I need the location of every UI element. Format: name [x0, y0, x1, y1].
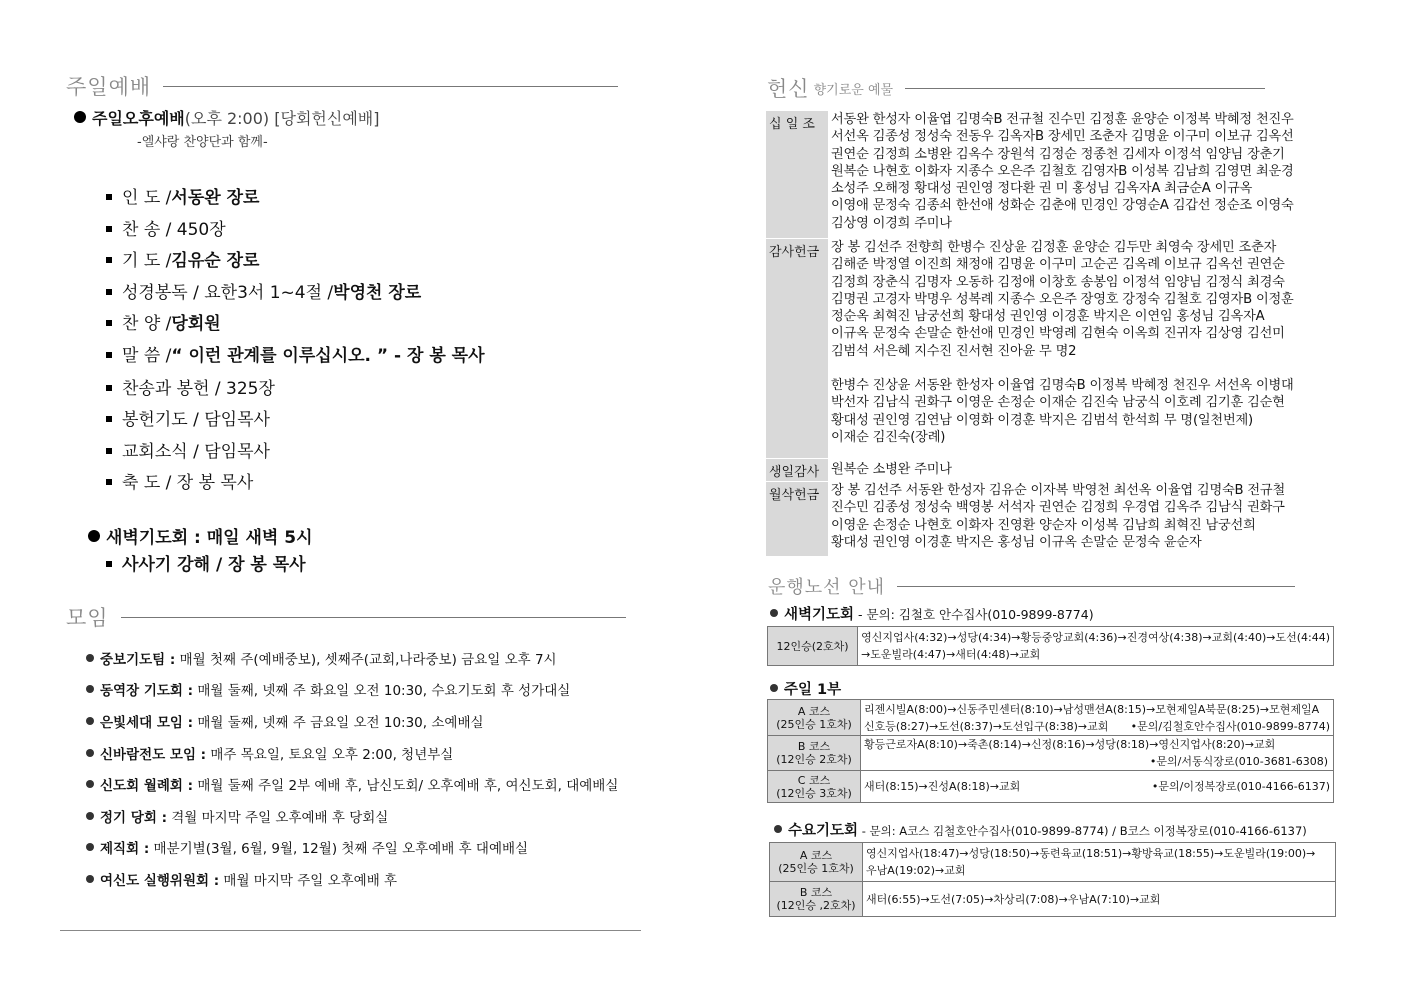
bullet-icon: [770, 684, 778, 692]
course-cell: A 코스 (25인승 1호차): [768, 700, 861, 736]
bus-section-header: [768, 573, 1295, 599]
route-cell: 새터(8:15)→진성A(8:18)→교회 •문의/이정복장로(010-4166-6137): [861, 771, 1334, 803]
bus-sunday-table: [767, 699, 1334, 803]
bus-dawn-heading: 새벽기도회 - 문의: 김철호 안수집사(010-9899-8774): [770, 603, 1094, 624]
dawn-prayer-heading: 새벽기도회 : 매일 새벽 5시: [88, 523, 313, 548]
order-item: 찬 양 /당회원: [106, 309, 221, 334]
offering-subtitle: 향기로운 예물: [813, 82, 894, 98]
offering-section-header: [767, 73, 1265, 103]
square-bullet-icon: [106, 416, 112, 422]
square-bullet-icon: [106, 448, 112, 454]
course-cell: A 코스 (25인승 1호차): [770, 843, 863, 882]
divider: [905, 88, 1265, 89]
offering-category: 십 일 조: [766, 111, 828, 238]
meetings-title: 모임: [66, 606, 109, 630]
square-bullet-icon: [106, 226, 112, 232]
square-bullet-icon: [106, 289, 112, 295]
route-cell: 황등근로자A(8:10)→죽촌(8:14)→신정(8:16)→성당(8:18)→영신지업사(8:20)→교회 •문의/서동식장로(010-3681-6308): [861, 736, 1334, 771]
bullet-icon: [86, 875, 94, 883]
offering-names: 원복순 소병완 주미나: [831, 462, 952, 477]
square-bullet-icon: [106, 479, 112, 485]
offering-names: 장 봉 김선주 서동완 한성자 김유순 이자복 박영천 최선옥 이율엽 김명숙B 전규철 진수민 김종성 정성숙 백영봉 서석자 권연순 김정희 우경엽 김옥주 김남식 권화구 이영운 손정순 나현호 이화자 진영환 양순자 이성복 김남희 최혁진 남궁선희 황대성 권인영 이경훈 박지은 홍성님 이규옥 손말순 문정숙 윤순자: [831, 483, 1286, 550]
service-name: 주일오후예배: [92, 109, 185, 128]
course-cell: 12인승(2호차): [768, 627, 858, 666]
meeting-item: 신바람전도 모임 : 매주 목요일, 토요일 오후 2:00, 청년부실: [86, 743, 453, 763]
bus-sunday-heading: 주일 1부: [770, 678, 841, 699]
order-item: 찬 송 / 450장: [106, 215, 226, 240]
offering-category: 월삭헌금: [766, 482, 828, 556]
table-row: [768, 736, 1334, 771]
offering-names: 장 봉 김선주 전향희 한병수 진상윤 김정훈 윤양순 김두만 최영숙 장세민 조춘자 김해준 박정열 이진희 채정애 김명윤 이구미 고순곤 김옥례 이보규 김옥선 권연순 김정희 장춘식 김명자 오동하 김정애 이창호 송봉임 이정석 임양님 김정식 최경숙 김명권 고경자 박명우 성복례 지종수 오은주 장영호 강정숙 김철호 김영자B 이정훈 정순옥 최혁진 남궁선희 황대성 권인영 이경훈 박지은 이연임 홍성님 김옥자A 이규옥 문정숙 손말순 한선애 민경인 박영례 김현숙 이옥희 진귀자 김상영 김선미 김범석 서은혜 지수진 진서현 진아윤 무 명2 한병수 진상윤 서동완 한성자 이율엽 김명숙B 이정복 박혜정 천진우 서선옥 이병대 박선자 김남식 권화구 이영운 손정순 이재순 김진숙 남궁식 이호례 김기훈 김순현 황대성 권인영 김연남 이영화 이경훈 박지은 김범석 한석희 무 명(일천번제) 이재순 김진숙(장례): [828, 239, 1336, 458]
service-heading: [74, 106, 379, 129]
order-item: 교회소식 / 담임목사: [106, 437, 270, 462]
bullet-icon: [86, 749, 94, 757]
offering-category: 감사헌금: [766, 239, 828, 458]
offering-title: 헌신: [767, 77, 810, 101]
offering-row-thanks: [766, 239, 1336, 458]
bullet-icon: [86, 812, 94, 820]
meeting-item: 신도회 월례회 : 매월 둘째 주일 2부 예배 후, 남신도회/ 오후예배 후, 여신도회, 대예배실: [86, 774, 618, 794]
contact: •문의/김철호안수집사(010-9899-8774): [1130, 719, 1330, 733]
meeting-item: 중보기도팀 : 매월 첫째 주(예배중보), 셋째주(교회,나라중보) 금요일 오후 7시: [86, 648, 557, 668]
contact: •문의/이정복장로(010-4166-6137): [1151, 780, 1330, 793]
offering-category: 생일감사: [766, 459, 828, 481]
bus-wednesday-heading: 수요기도회 - 문의: A코스 김철호안수집사(010-9899-8774) / B코스 이정복장로(010-4166-6137): [774, 819, 1307, 840]
service-note: -엘샤랑 찬양단과 함께-: [137, 135, 268, 150]
route-cell: 영신지업사(18:47)→성당(18:50)→동련육교(18:51)→황방육교(18:55)→도운빌라(19:00)→ 우남A(19:02)→교회: [863, 843, 1336, 882]
table-row: [768, 700, 1334, 736]
contact: •문의/서동식장로(010-3681-6308): [1149, 755, 1328, 768]
bullet-icon: [770, 609, 778, 617]
worship-section-header: [66, 71, 618, 101]
offering-row-monthly: [766, 482, 1336, 556]
bullet-icon: [74, 111, 86, 123]
meeting-item: 제직회 : 매분기별(3월, 6월, 9월, 12월) 첫째 주일 오후예배 후 대예배실: [86, 837, 528, 857]
meetings-section-header: [66, 602, 626, 632]
worship-title: 주일예배: [66, 75, 152, 99]
table-row: [770, 843, 1336, 882]
table-row: [768, 771, 1334, 803]
order-item: 성경봉독 / 요한3서 1~4절 /박영천 장로: [106, 278, 421, 303]
offering-row-birthday: [766, 459, 1336, 481]
bottom-divider: [60, 930, 641, 931]
bullet-icon: [86, 654, 94, 662]
bus-dawn-table: [767, 626, 1334, 666]
bullet-icon: [88, 530, 100, 542]
route-cell: 새터(6:55)→도선(7:05)→차상리(7:08)→우남A(7:10)→교회: [863, 882, 1336, 917]
square-bullet-icon: [106, 194, 112, 200]
meeting-item: 은빛세대 모임 : 매월 둘째, 넷째 주 금요일 오전 10:30, 소예배실: [86, 711, 484, 731]
meeting-item: 동역장 기도회 : 매월 둘째, 넷째 주 화요일 오전 10:30, 수요기도회 후 성가대실: [86, 679, 570, 699]
order-item: 봉헌기도 / 담임목사: [106, 405, 270, 430]
order-item: 기 도 /김유순 장로: [106, 246, 259, 271]
order-item: 축 도 / 장 봉 목사: [106, 468, 253, 493]
bullet-icon: [774, 825, 782, 833]
bus-wednesday-table: [769, 842, 1336, 917]
offering-names: 서동완 한성자 이율엽 김명숙B 전규철 진수민 김정훈 윤양순 이정복 박혜정 천진우 서선옥 김종성 정성숙 전동우 김옥자B 장세민 조춘자 김명윤 이구미 이보규 김옥선 권연순 김정희 소병완 김옥수 장원석 김정순 정종천 김세자 이정석 임양님 장춘기 원복순 나현호 이화자 지종수 오은주 김철호 김영자B 이성복 김남희 김영면 최운경 소성주 오해정 황대성 권인영 정다환 권 미 홍성님 김옥자A 최금순A 이규옥 이영애 문정숙 김종쇠 한선애 성화순 김춘애 민경인 강영순A 김갑선 정순조 이영숙 김상영 이경희 주미나: [831, 112, 1294, 231]
meeting-item: 정기 당회 : 격월 마지막 주일 오후예배 후 당회실: [86, 806, 388, 826]
square-bullet-icon: [106, 352, 112, 358]
bullet-icon: [86, 685, 94, 693]
order-item: 말 씀 /“ 이런 관계를 이루십시오. ” - 장 봉 목사: [106, 341, 485, 366]
meeting-item: 여신도 실행위원회 : 매월 마지막 주일 오후예배 후: [86, 869, 397, 889]
bullet-icon: [86, 780, 94, 788]
square-bullet-icon: [106, 385, 112, 391]
square-bullet-icon: [106, 561, 112, 567]
divider: [163, 86, 618, 87]
divider: [897, 586, 1295, 587]
square-bullet-icon: [106, 320, 112, 326]
course-cell: C 코스 (12인승 3호차): [768, 771, 861, 803]
route-cell: 영신지업사(4:32)→성당(4:34)→황등중앙교회(4:36)→진경여상(4:38)→교회(4:40)→도선(4:44) →도운빌라(4:47)→새터(4:48)→교회: [858, 627, 1334, 666]
service-detail: (오후 2:00) [당회헌신예배]: [184, 109, 380, 128]
spacer: [831, 360, 1336, 377]
offering-row-tithe: [766, 111, 1336, 238]
order-item: 인 도 /서동완 장로: [106, 183, 259, 208]
order-item: 찬송과 봉헌 / 325장: [106, 374, 275, 399]
route-cell: 리젠시빌A(8:00)→신동주민센터(8:10)→남성맨션A(8:15)→모현제일A북문(8:25)→모현제일A 신호등(8:27)→도선(8:37)→도선입구(8:38)→교회 •문의/김철호안수집사(010-9899-8774): [861, 700, 1334, 736]
dawn-prayer-item: 사사기 강해 / 장 봉 목사: [106, 550, 306, 575]
bullet-icon: [86, 843, 94, 851]
table-row: [770, 882, 1336, 917]
divider: [121, 617, 626, 618]
course-cell: B 코스 (12인승 2호차): [768, 736, 861, 771]
bullet-icon: [86, 717, 94, 725]
course-cell: B 코스 (12인승 ,2호차): [770, 882, 863, 917]
bus-title: 운행노선 안내: [768, 577, 886, 598]
square-bullet-icon: [106, 257, 112, 263]
table-row: [768, 627, 1334, 666]
